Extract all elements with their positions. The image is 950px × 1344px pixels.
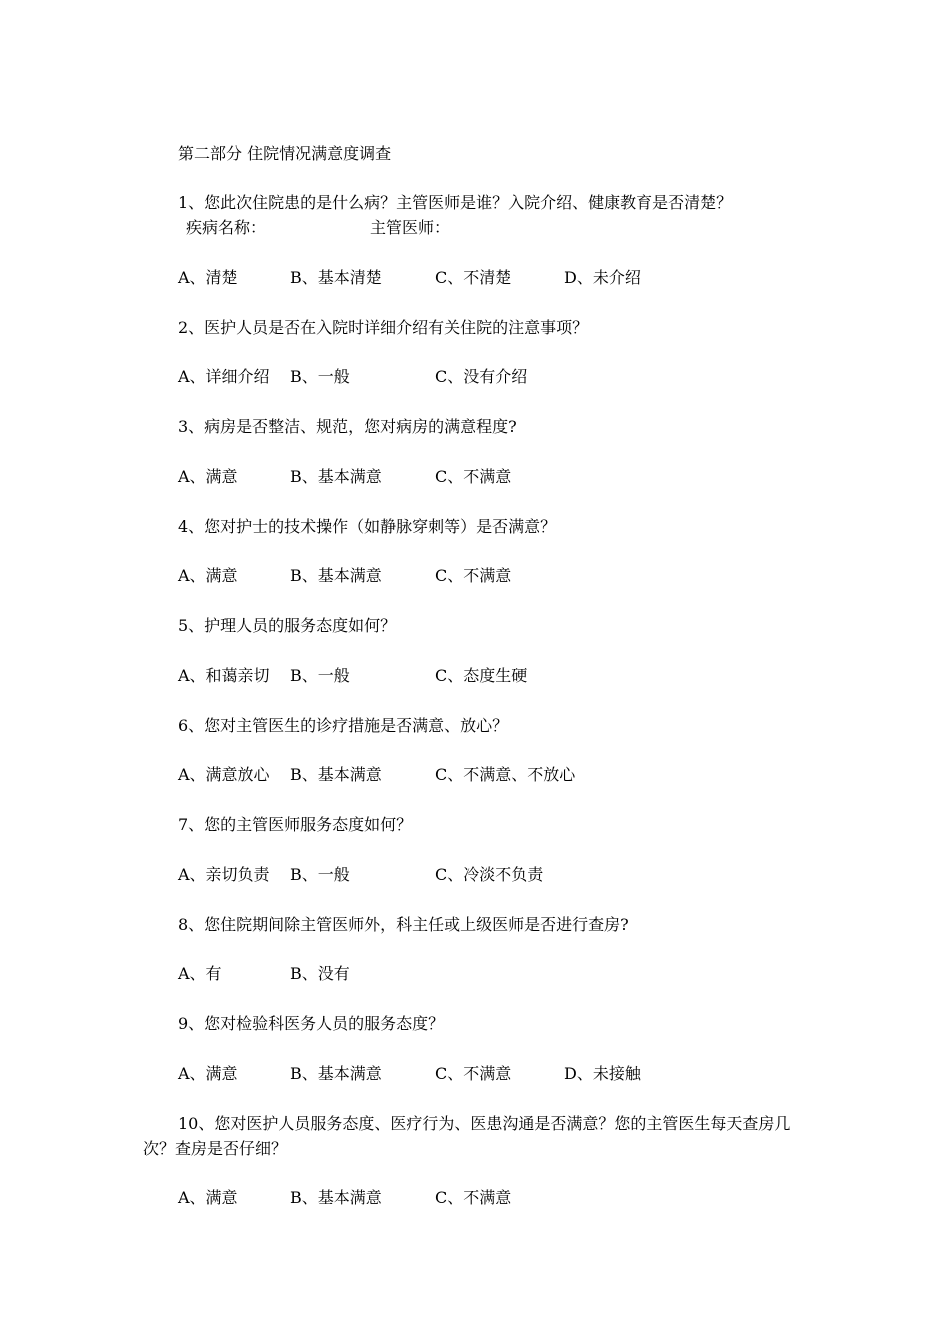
q3-option-a: A、满意 [178,467,238,486]
question-5: 5、护理人员的服务态度如何？ [178,616,397,635]
question-8: 8、您住院期间除主管医师外，科主任或上级医师是否进行查房? [178,915,629,934]
section-title: 第二部分 住院情况满意度调查 [178,144,392,163]
q5-option-a: A、和蔼亲切 [178,666,270,685]
field-disease-name: 疾病名称： [186,218,267,237]
q2-option-b: B、一般 [290,367,350,386]
question-2: 2、医护人员是否在入院时详细介绍有关住院的注意事项？ [178,318,589,337]
q7-option-b: B、一般 [290,865,350,884]
field-doctor-name: 主管医师： [370,218,451,237]
q10-option-a: A、满意 [178,1188,238,1207]
q5-option-b: B、一般 [290,666,350,685]
q9-option-c: C、不满意 [435,1064,512,1083]
q6-option-a: A、满意放心 [178,765,270,784]
question-3: 3、病房是否整洁、规范，您对病房的满意程度? [178,417,517,436]
q6-option-c: C、不满意、不放心 [435,765,576,784]
q1-option-b: B、基本清楚 [290,268,382,287]
q8-option-a: A、有 [178,964,222,983]
q9-option-d: D、未接触 [564,1064,641,1083]
q3-option-b: B、基本满意 [290,467,382,486]
question-10-line-2: 次？查房是否仔细？ [143,1139,288,1158]
question-1: 1、您此次住院患的是什么病？主管医师是谁？入院介绍、健康教育是否清楚？ [178,193,733,212]
q4-option-c: C、不满意 [435,566,512,585]
q10-option-b: B、基本满意 [290,1188,382,1207]
question-6: 6、您对主管医生的诊疗措施是否满意、放心？ [178,716,509,735]
question-10-line-1: 10、您对医护人员服务态度、医疗行为、医患沟通是否满意？您的主管医生每天查房几 [178,1114,791,1133]
q5-option-c: C、态度生硬 [435,666,528,685]
q7-option-c: C、冷淡不负责 [435,865,544,884]
q7-option-a: A、亲切负责 [178,865,270,884]
question-9: 9、您对检验科医务人员的服务态度？ [178,1014,445,1033]
q2-option-c: C、没有介绍 [435,367,528,386]
q4-option-a: A、满意 [178,566,238,585]
q3-option-c: C、不满意 [435,467,512,486]
q1-option-a: A、清楚 [178,268,238,287]
q1-option-d: D、未介绍 [564,268,641,287]
q9-option-a: A、满意 [178,1064,238,1083]
q10-option-c: C、不满意 [435,1188,512,1207]
q6-option-b: B、基本满意 [290,765,382,784]
question-4: 4、您对护士的技术操作（如静脉穿刺等）是否满意？ [178,517,557,536]
q8-option-b: B、没有 [290,964,350,983]
q4-option-b: B、基本满意 [290,566,382,585]
q1-option-c: C、不清楚 [435,268,512,287]
question-7: 7、您的主管医师服务态度如何？ [178,815,413,834]
q2-option-a: A、详细介绍 [178,367,270,386]
q9-option-b: B、基本满意 [290,1064,382,1083]
